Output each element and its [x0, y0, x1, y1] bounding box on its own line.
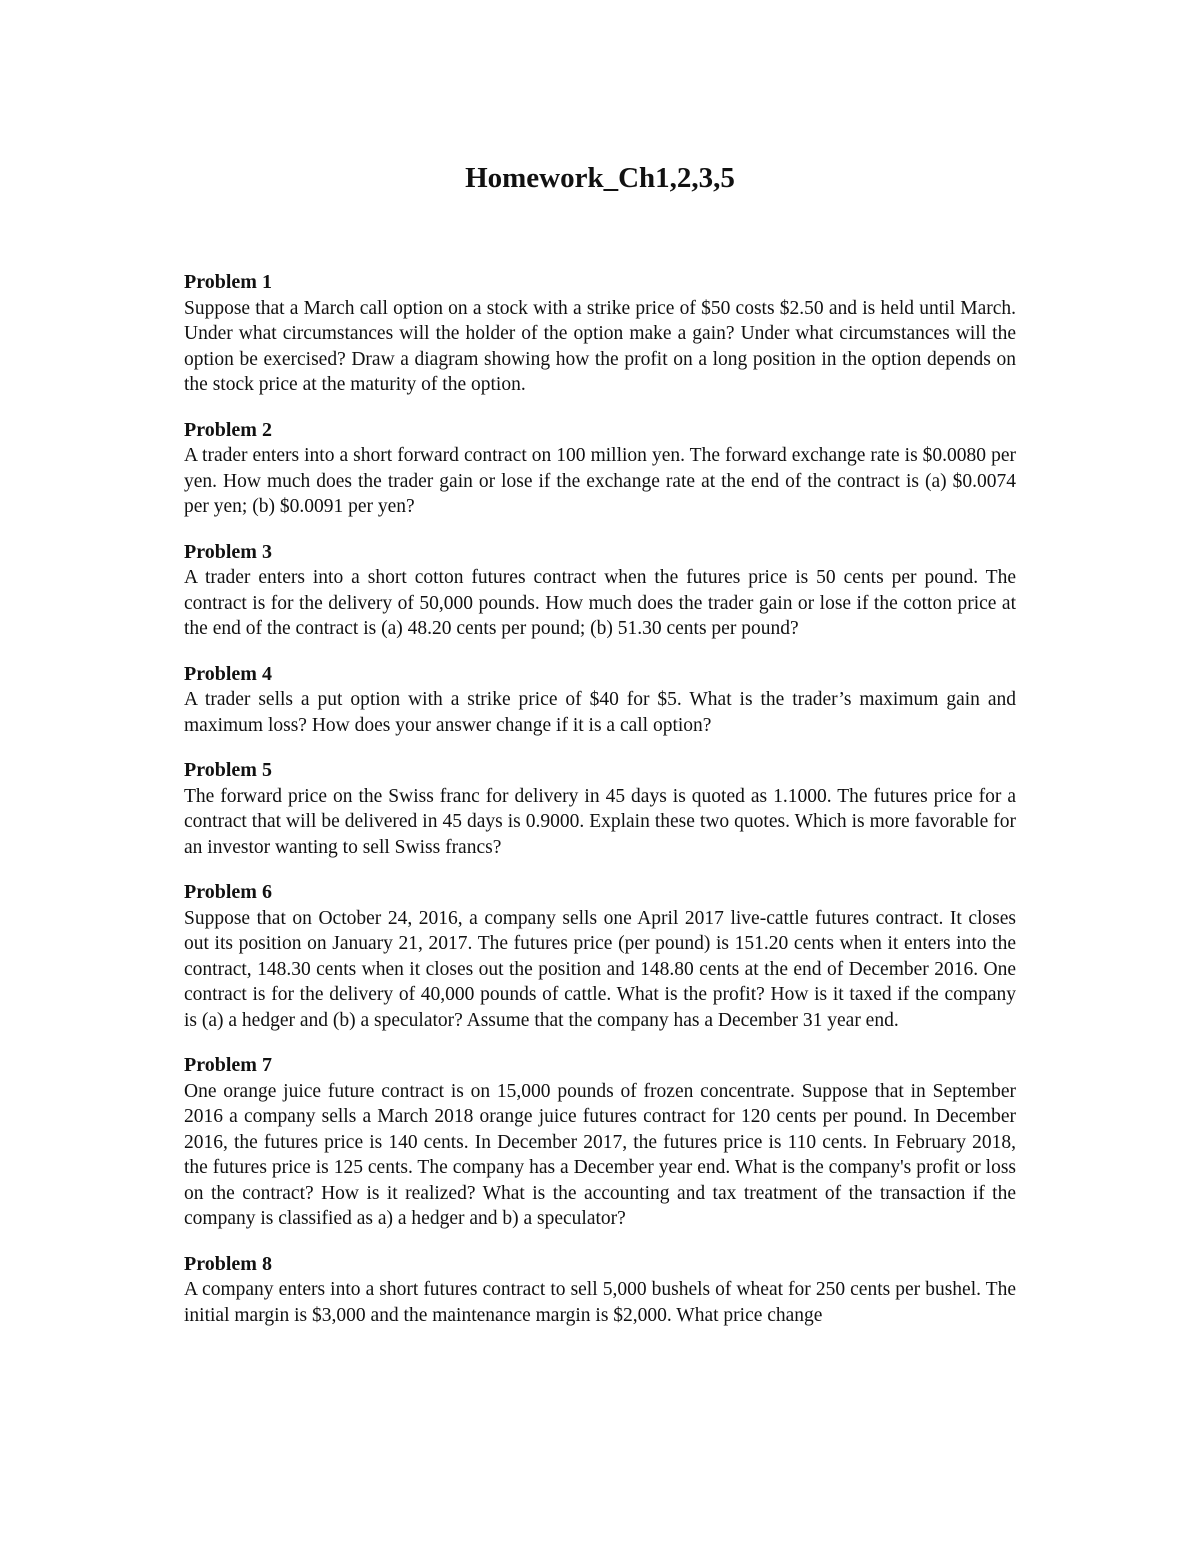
problem-3 [184, 540, 1016, 642]
problem-heading: Problem 6 [184, 881, 272, 903]
problem-list [184, 270, 1016, 1348]
problem-heading: Problem 4 [184, 662, 272, 685]
page-title: Homework_Ch1,2,3,5 [465, 162, 735, 194]
problem-heading: Problem 5 [184, 759, 272, 781]
problem-text: A company enters into a short futures contract to sell 5,000 bushels of wheat for 250 cents per bushel. The initial margin is $3,000 and the maintenance margin is $2,000. What price change [184, 1279, 1016, 1326]
problem-heading: Problem 8 [184, 1252, 272, 1275]
problem-1 [184, 270, 1016, 398]
problem-7 [184, 1053, 1016, 1232]
problem-heading: Problem 2 [184, 418, 272, 441]
problem-text: A trader sells a put option with a strike price of $40 for $5. What is the trader’s maximum gain and maximum loss? How does your answer change if it is a call option? [184, 689, 1016, 736]
problem-6 [184, 880, 1016, 1033]
problem-text: Suppose that a March call option on a stock with a strike price of $50 costs $2.50 and is held until March. Under what circumstances will the holder of the option make a gain? Under what circumstances will the option be exercised? Draw a diagram showing how the profit on a long position in the option depends on the stock price at the maturity of the option. [184, 297, 1016, 395]
problem-8 [184, 1252, 1016, 1329]
problem-text: A trader enters into a short forward contract on 100 million yen. The forward exchange rate is $0.0080 per yen. How much does the trader gain or lose if the exchange rate at the end of the contract is (a) $0.0074 per yen; (b) $0.0091 per yen? [184, 445, 1016, 517]
problem-2 [184, 418, 1016, 520]
problem-heading: Problem 3 [184, 540, 272, 563]
problem-text: A trader enters into a short cotton futures contract when the futures price is 50 cents per pound. The contract is for the delivery of 50,000 pounds. How much does the trader gain or lose if the cotton price at the end of the contract is (a) 48.20 cents per pound; (b) 51.30 cents per pound? [184, 567, 1016, 639]
problem-5 [184, 758, 1016, 860]
problem-heading: Problem 1 [184, 271, 272, 293]
problem-text: One orange juice future contract is on 15,000 pounds of frozen concentrate. Suppose that in September 2016 a company sells a March 2018 orange juice futures contract for 120 cents per pound. In December 2016, the futures price is 140 cents. In December 2017, the futures price is 110 cents. In February 2018, the futures price is 125 cents. The company has a December year end. What is the company's profit or loss on the contract? How is it realized? What is the accounting and tax treatment of the transaction if the company is classified as a) a hedger and b) a speculator? [184, 1080, 1016, 1229]
problem-text: Suppose that on October 24, 2016, a company sells one April 2017 live-cattle futures contract. It closes out its position on January 21, 2017. The futures price (per pound) is 151.20 cents when it enters into the contract, 148.30 cents when it closes out the position and 148.80 cents at the end of December 2016. One contract is for the delivery of 40,000 pounds of cattle. What is the profit? How is it taxed if the company is (a) a hedger and (b) a speculator? Assume that the company has a December 31 year end. [184, 907, 1016, 1031]
problem-text: The forward price on the Swiss franc for delivery in 45 days is quoted as 1.1000. The futures price for a contract that will be delivered in 45 days is 0.9000. Explain these two quotes. Which is more favorable for an investor wanting to sell Swiss francs? [184, 785, 1016, 858]
problem-heading: Problem 7 [184, 1054, 272, 1076]
problem-4 [184, 662, 1016, 739]
